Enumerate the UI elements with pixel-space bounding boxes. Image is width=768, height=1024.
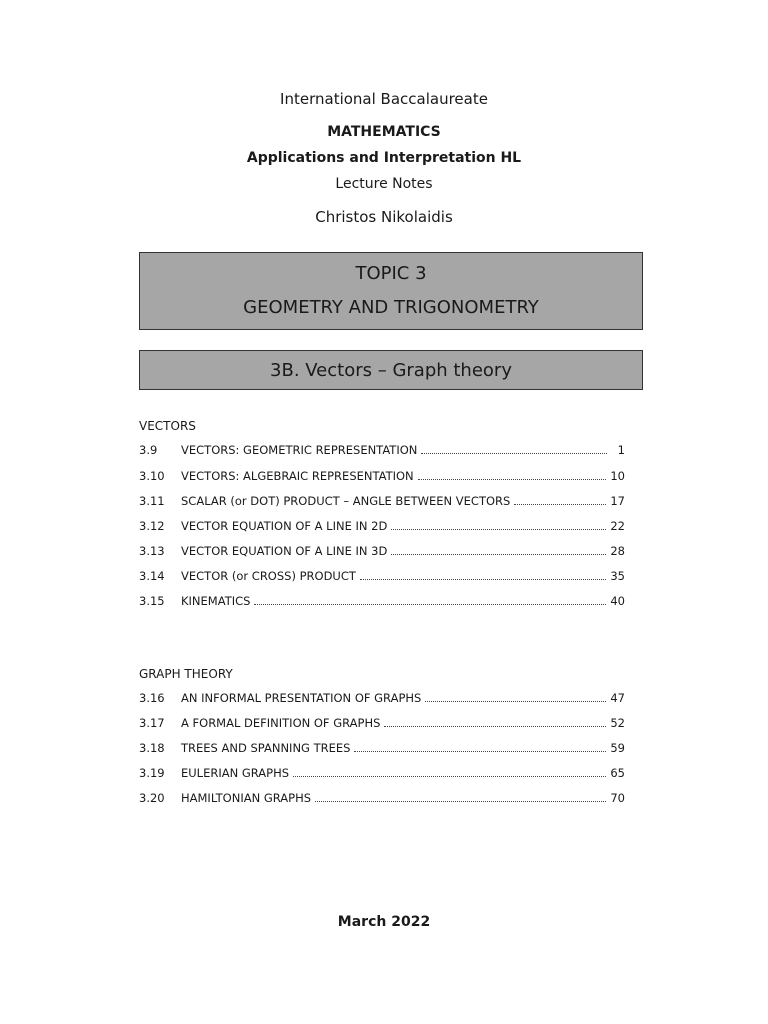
- toc-entry: [139, 691, 625, 709]
- toc-number: 3.9: [139, 443, 158, 457]
- toc-leader: [418, 469, 607, 480]
- toc-page: 1: [617, 443, 625, 457]
- toc-title: VECTOR EQUATION OF A LINE IN 3D: [181, 544, 388, 558]
- toc-number: 3.12: [139, 519, 165, 533]
- topic-number: TOPIC 3: [355, 263, 427, 284]
- toc-page: 47: [610, 691, 625, 705]
- toc-number: 3.20: [139, 791, 165, 805]
- toc-page: 17: [610, 494, 625, 508]
- toc-page: 22: [610, 519, 625, 533]
- toc-number: 3.13: [139, 544, 165, 558]
- toc-title: AN INFORMAL PRESENTATION OF GRAPHS: [181, 691, 422, 705]
- toc-entry: [139, 469, 625, 487]
- subtopic-box: [139, 350, 643, 390]
- toc-leader: [360, 569, 606, 580]
- toc-leader: [254, 594, 606, 605]
- toc-entry: [139, 766, 625, 784]
- toc-title: KINEMATICS: [181, 594, 251, 608]
- course-title: Applications and Interpretation HL: [246, 150, 522, 166]
- toc-number: 3.15: [139, 594, 165, 608]
- toc-title: VECTORS: ALGEBRAIC REPRESENTATION: [181, 469, 414, 483]
- toc-title: VECTOR (or CROSS) PRODUCT: [181, 569, 356, 583]
- toc-leader: [293, 766, 606, 777]
- toc-leader: [425, 691, 606, 702]
- subject-title: MATHEMATICS: [327, 124, 441, 140]
- subtopic-title: 3B. Vectors – Graph theory: [270, 360, 512, 381]
- toc-page: 59: [610, 741, 625, 755]
- toc-leader: [391, 544, 606, 555]
- toc-number: 3.16: [139, 691, 165, 705]
- toc-page: 35: [610, 569, 625, 583]
- toc-leader: [384, 716, 606, 727]
- toc-leader: [315, 791, 606, 802]
- toc-title: A FORMAL DEFINITION OF GRAPHS: [181, 716, 381, 730]
- toc-entry: [139, 569, 625, 587]
- toc-entry: [139, 741, 625, 759]
- toc-entry: [139, 519, 625, 537]
- toc-number: 3.19: [139, 766, 165, 780]
- toc-entry: [139, 544, 625, 562]
- toc-number: 3.11: [139, 494, 165, 508]
- toc-title: VECTORS: GEOMETRIC REPRESENTATION: [181, 443, 418, 457]
- toc-number: 3.14: [139, 569, 165, 583]
- toc-entry: [139, 791, 625, 809]
- toc-page: 70: [610, 791, 625, 805]
- toc-title: SCALAR (or DOT) PRODUCT – ANGLE BETWEEN VECTORS: [181, 494, 511, 508]
- toc-title: TREES AND SPANNING TREES: [181, 741, 351, 755]
- toc-leader: [354, 741, 606, 752]
- toc-page: 28: [610, 544, 625, 558]
- publication-date: March 2022: [337, 914, 431, 930]
- toc-number: 3.17: [139, 716, 165, 730]
- toc-entry: [139, 494, 625, 512]
- toc-number: 3.10: [139, 469, 165, 483]
- topic-box: [139, 252, 643, 330]
- toc-entry: [139, 716, 625, 734]
- toc-page: 40: [610, 594, 625, 608]
- vectors-heading: VECTORS: [139, 419, 196, 433]
- institution-name: International Baccalaureate: [280, 90, 488, 108]
- toc-entry: [139, 443, 625, 461]
- toc-page: 10: [610, 469, 625, 483]
- author-name: Christos Nikolaidis: [315, 208, 453, 226]
- toc-title: VECTOR EQUATION OF A LINE IN 2D: [181, 519, 388, 533]
- toc-leader: [514, 494, 606, 505]
- graph-theory-heading: GRAPH THEORY: [139, 667, 233, 681]
- topic-title: GEOMETRY AND TRIGONOMETRY: [243, 297, 539, 318]
- toc-page: 52: [610, 716, 625, 730]
- toc-title: HAMILTONIAN GRAPHS: [181, 791, 312, 805]
- toc-title: EULERIAN GRAPHS: [181, 766, 290, 780]
- toc-leader: [391, 519, 606, 530]
- toc-entry: [139, 594, 625, 612]
- document-type: Lecture Notes: [335, 176, 433, 192]
- toc-leader: [421, 443, 607, 454]
- toc-number: 3.18: [139, 741, 165, 755]
- toc-page: 65: [610, 766, 625, 780]
